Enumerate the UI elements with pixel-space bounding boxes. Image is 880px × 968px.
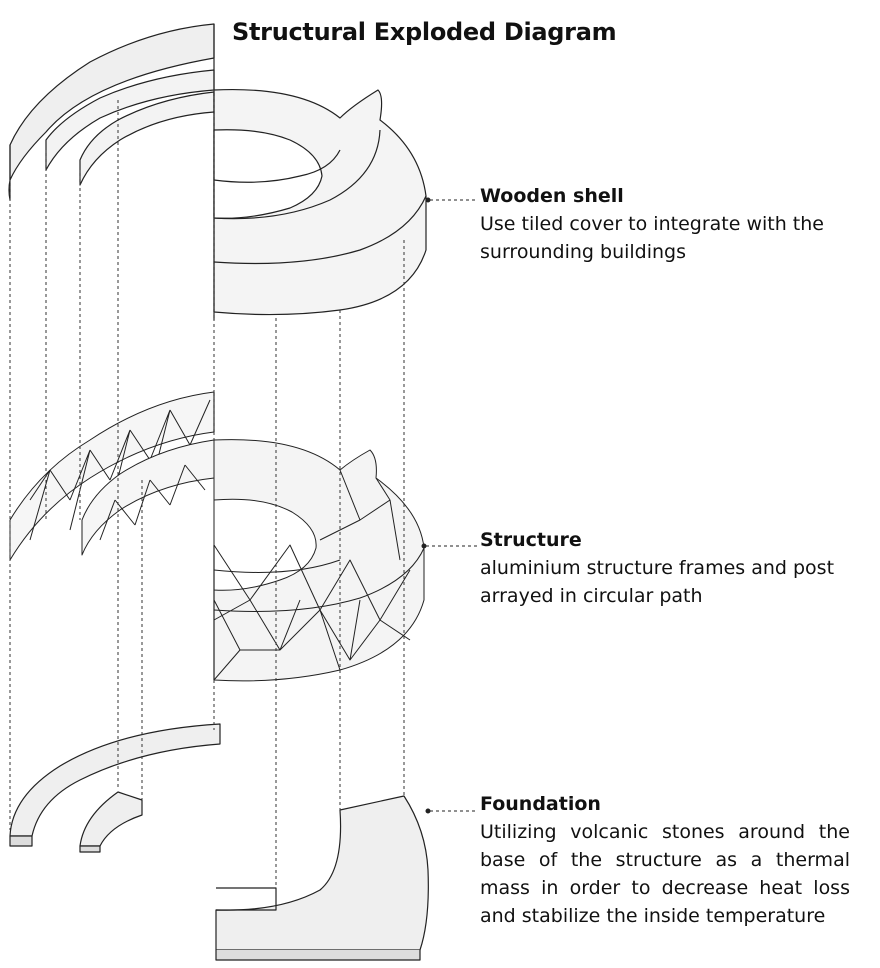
foundation-drawing — [10, 724, 428, 960]
structure-title: Structure — [480, 529, 582, 551]
structure-drawing — [10, 392, 424, 681]
structure-description: aluminium structure frames and post arrayed in circular path — [480, 557, 835, 607]
wooden-shell-title: Wooden shell — [480, 185, 624, 207]
wooden-shell-description: Use tiled cover to integrate with the surrounding buildings — [480, 213, 824, 263]
wooden-shell-drawing — [9, 24, 426, 320]
diagram-title: Structural Exploded Diagram — [232, 18, 617, 46]
leader-lines — [422, 198, 478, 813]
foundation-description: Utilizing volcanic stones around the base of the structure as a thermal mass in order to decrease heat loss and stabilize the inside temperature — [480, 821, 850, 927]
foundation-title: Foundation — [480, 793, 601, 815]
structure-label — [480, 528, 850, 610]
foundation-label — [480, 792, 850, 930]
wooden-shell-label — [480, 184, 850, 266]
